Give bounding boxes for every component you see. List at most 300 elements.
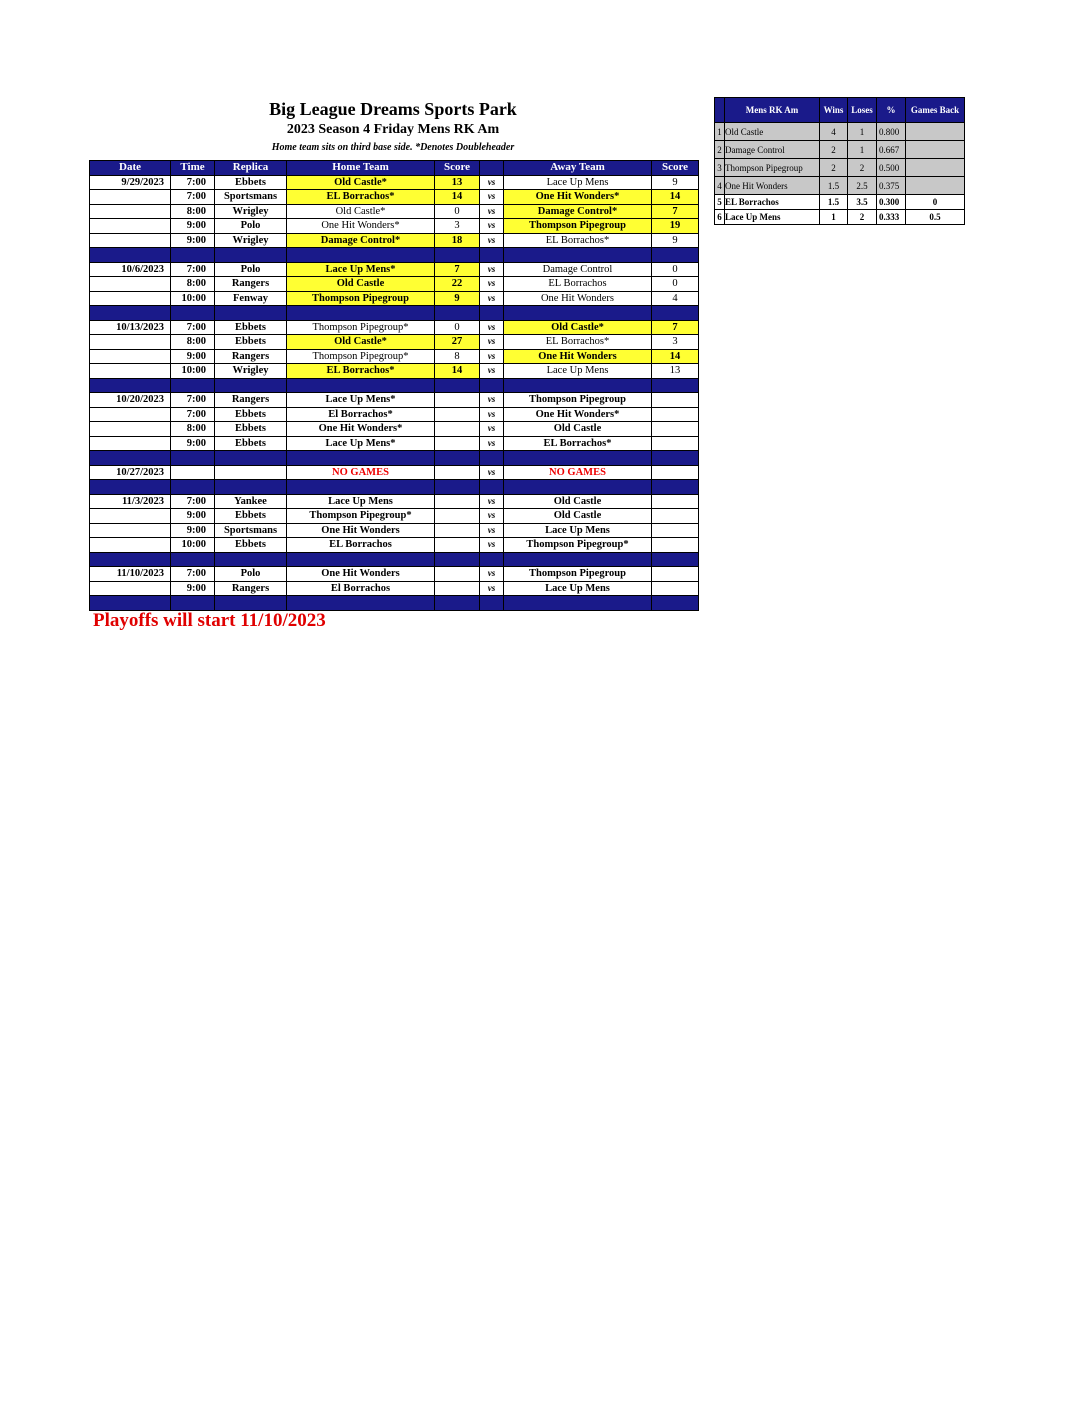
away-team: EL Borrachos — [504, 277, 652, 292]
separator-cell — [652, 552, 699, 567]
home-score: 3 — [435, 219, 480, 234]
game-field: Ebbets — [215, 436, 287, 451]
game-date: 11/3/2023 — [90, 494, 171, 509]
home-score: 14 — [435, 364, 480, 379]
away-team: One Hit Wonders — [504, 349, 652, 364]
standings-wins: 4 — [820, 123, 848, 141]
standings-row — [715, 195, 965, 210]
page-subtitle: 2023 Season 4 Friday Mens RK Am — [286, 122, 500, 137]
schedule-row — [90, 436, 699, 451]
schedule-table — [89, 160, 699, 611]
game-time: 8:00 — [171, 422, 215, 437]
standings-header-row — [715, 98, 965, 123]
separator-cell — [215, 552, 287, 567]
game-time: 8:00 — [171, 277, 215, 292]
page-title: Big League Dreams Sports Park — [269, 99, 517, 119]
versus: vs — [480, 523, 504, 538]
away-team: EL Borrachos* — [504, 335, 652, 350]
game-field: Polo — [215, 567, 287, 582]
away-score: 13 — [652, 364, 699, 379]
game-date — [90, 422, 171, 437]
separator-cell — [652, 378, 699, 393]
separator-cell — [480, 306, 504, 321]
versus: vs — [480, 233, 504, 248]
away-team: EL Borrachos* — [504, 233, 652, 248]
standings-pct: 0.667 — [877, 141, 906, 159]
game-field: Rangers — [215, 277, 287, 292]
away-team: Damage Control — [504, 262, 652, 277]
separator-cell — [435, 552, 480, 567]
separator-cell — [504, 306, 652, 321]
standings-loses: 2 — [848, 159, 877, 177]
schedule-row — [90, 277, 699, 292]
versus: vs — [480, 407, 504, 422]
away-score — [652, 509, 699, 524]
separator-cell — [90, 552, 171, 567]
game-date — [90, 219, 171, 234]
standings-rank: 2 — [715, 141, 725, 159]
col-home-team: Home Team — [287, 161, 435, 176]
col-time: Time — [171, 161, 215, 176]
game-time: 9:00 — [171, 581, 215, 596]
versus: vs — [480, 335, 504, 350]
separator-cell — [652, 306, 699, 321]
home-score: 9 — [435, 291, 480, 306]
away-team: One Hit Wonders* — [504, 190, 652, 205]
standings-row — [715, 177, 965, 195]
game-date: 10/27/2023 — [90, 465, 171, 480]
home-score — [435, 407, 480, 422]
away-team: Thompson Pipegroup* — [504, 538, 652, 553]
separator-cell — [90, 480, 171, 495]
game-field: Ebbets — [215, 538, 287, 553]
separator-cell — [435, 451, 480, 466]
home-score: 27 — [435, 335, 480, 350]
game-field: Wrigley — [215, 364, 287, 379]
versus: vs — [480, 320, 504, 335]
home-team: EL Borrachos* — [287, 364, 435, 379]
schedule-body — [90, 175, 699, 610]
schedule-separator-row — [90, 596, 699, 611]
game-date — [90, 407, 171, 422]
away-score: 7 — [652, 320, 699, 335]
separator-cell — [287, 552, 435, 567]
game-time: 8:00 — [171, 204, 215, 219]
standings-col-team: Mens RK Am — [725, 98, 820, 123]
separator-cell — [287, 596, 435, 611]
standings-col-pct: % — [877, 98, 906, 123]
game-time: 10:00 — [171, 364, 215, 379]
away-score: 0 — [652, 277, 699, 292]
separator-cell — [215, 480, 287, 495]
game-time: 7:00 — [171, 175, 215, 190]
standings-games-back — [906, 123, 965, 141]
game-time: 8:00 — [171, 335, 215, 350]
away-team: Lace Up Mens — [504, 523, 652, 538]
standings-pct: 0.375 — [877, 177, 906, 195]
col-date: Date — [90, 161, 171, 176]
standings-col-loses: Loses — [848, 98, 877, 123]
away-score — [652, 581, 699, 596]
game-date — [90, 190, 171, 205]
standings-row — [715, 210, 965, 225]
home-team: Lace Up Mens* — [287, 393, 435, 408]
game-field: Rangers — [215, 581, 287, 596]
col-away-score: Score — [652, 161, 699, 176]
game-time: 7:00 — [171, 393, 215, 408]
separator-cell — [435, 596, 480, 611]
standings-team: One Hit Wonders — [725, 177, 820, 195]
away-score — [652, 393, 699, 408]
versus: vs — [480, 436, 504, 451]
home-score: 18 — [435, 233, 480, 248]
game-date — [90, 233, 171, 248]
away-score: 14 — [652, 190, 699, 205]
separator-cell — [435, 248, 480, 263]
separator-cell — [504, 451, 652, 466]
home-team: NO GAMES — [287, 465, 435, 480]
game-date: 9/29/2023 — [90, 175, 171, 190]
home-team: One Hit Wonders — [287, 567, 435, 582]
game-time: 9:00 — [171, 436, 215, 451]
home-team: Thompson Pipegroup* — [287, 320, 435, 335]
schedule-separator-row — [90, 480, 699, 495]
schedule-row — [90, 581, 699, 596]
standings-loses: 1 — [848, 141, 877, 159]
separator-cell — [480, 480, 504, 495]
home-score: 0 — [435, 204, 480, 219]
versus: vs — [480, 291, 504, 306]
game-date — [90, 349, 171, 364]
game-date: 11/10/2023 — [90, 567, 171, 582]
standings-body — [715, 123, 965, 225]
schedule-row — [90, 219, 699, 234]
separator-cell — [435, 378, 480, 393]
game-time: 10:00 — [171, 538, 215, 553]
home-team: Thompson Pipegroup — [287, 291, 435, 306]
schedule-row — [90, 190, 699, 205]
standings-row — [715, 141, 965, 159]
game-time: 7:00 — [171, 494, 215, 509]
away-score: 14 — [652, 349, 699, 364]
separator-cell — [90, 248, 171, 263]
separator-cell — [215, 596, 287, 611]
standings-rank: 5 — [715, 195, 725, 210]
versus: vs — [480, 204, 504, 219]
standings-wins: 1.5 — [820, 195, 848, 210]
away-team: NO GAMES — [504, 465, 652, 480]
away-team: Thompson Pipegroup — [504, 219, 652, 234]
home-score: 14 — [435, 190, 480, 205]
schedule-row — [90, 349, 699, 364]
separator-cell — [171, 451, 215, 466]
schedule-header-row — [90, 161, 699, 176]
versus: vs — [480, 175, 504, 190]
home-score — [435, 567, 480, 582]
home-team: Thompson Pipegroup* — [287, 349, 435, 364]
away-score — [652, 494, 699, 509]
separator-cell — [435, 306, 480, 321]
game-field: Wrigley — [215, 233, 287, 248]
standings-games-back: 0 — [906, 195, 965, 210]
game-field: Rangers — [215, 349, 287, 364]
schedule-row — [90, 291, 699, 306]
separator-cell — [652, 480, 699, 495]
away-score: 19 — [652, 219, 699, 234]
game-field: Ebbets — [215, 509, 287, 524]
home-score — [435, 393, 480, 408]
versus: vs — [480, 422, 504, 437]
versus: vs — [480, 262, 504, 277]
separator-cell — [171, 480, 215, 495]
game-date — [90, 538, 171, 553]
playoffs-notice: Playoffs will start 11/10/2023 — [93, 610, 326, 631]
schedule-row — [90, 335, 699, 350]
schedule-row — [90, 465, 699, 480]
separator-cell — [435, 480, 480, 495]
game-field: Sportsmans — [215, 523, 287, 538]
versus: vs — [480, 465, 504, 480]
home-team: Thompson Pipegroup* — [287, 509, 435, 524]
standings-team: Lace Up Mens — [725, 210, 820, 225]
versus: vs — [480, 219, 504, 234]
home-team: El Borrachos* — [287, 407, 435, 422]
standings-team: Thompson Pipegroup — [725, 159, 820, 177]
separator-cell — [171, 378, 215, 393]
separator-cell — [287, 480, 435, 495]
home-score — [435, 436, 480, 451]
game-time: 10:00 — [171, 291, 215, 306]
game-time: 7:00 — [171, 320, 215, 335]
separator-cell — [480, 378, 504, 393]
away-team: EL Borrachos* — [504, 436, 652, 451]
game-time: 9:00 — [171, 523, 215, 538]
game-field: Ebbets — [215, 320, 287, 335]
game-date: 10/6/2023 — [90, 262, 171, 277]
game-date — [90, 204, 171, 219]
game-date — [90, 523, 171, 538]
standings-games-back — [906, 159, 965, 177]
separator-cell — [287, 248, 435, 263]
standings-team: Damage Control — [725, 141, 820, 159]
standings-loses: 2.5 — [848, 177, 877, 195]
home-score — [435, 422, 480, 437]
away-team: Old Castle — [504, 422, 652, 437]
standings-wins: 2 — [820, 159, 848, 177]
game-date — [90, 436, 171, 451]
versus: vs — [480, 581, 504, 596]
away-score — [652, 422, 699, 437]
game-time: 9:00 — [171, 349, 215, 364]
away-score — [652, 523, 699, 538]
standings-pct: 0.300 — [877, 195, 906, 210]
versus: vs — [480, 509, 504, 524]
game-date — [90, 335, 171, 350]
standings-rank: 1 — [715, 123, 725, 141]
game-field: Ebbets — [215, 335, 287, 350]
separator-cell — [171, 552, 215, 567]
schedule-row — [90, 567, 699, 582]
separator-cell — [504, 480, 652, 495]
col-away-team: Away Team — [504, 161, 652, 176]
home-team: Old Castle* — [287, 204, 435, 219]
game-date: 10/20/2023 — [90, 393, 171, 408]
game-time: 9:00 — [171, 219, 215, 234]
standings-games-back: 0.5 — [906, 210, 965, 225]
standings-rank: 4 — [715, 177, 725, 195]
home-score: 7 — [435, 262, 480, 277]
away-team: Old Castle — [504, 509, 652, 524]
home-score: 13 — [435, 175, 480, 190]
away-score — [652, 538, 699, 553]
standings-loses: 3.5 — [848, 195, 877, 210]
home-team: One Hit Wonders — [287, 523, 435, 538]
away-score — [652, 407, 699, 422]
game-date — [90, 581, 171, 596]
separator-cell — [171, 306, 215, 321]
home-team: EL Borrachos* — [287, 190, 435, 205]
versus: vs — [480, 349, 504, 364]
game-time: 7:00 — [171, 190, 215, 205]
away-team: Lace Up Mens — [504, 364, 652, 379]
home-team: EL Borrachos — [287, 538, 435, 553]
separator-cell — [215, 248, 287, 263]
away-team: Thompson Pipegroup — [504, 393, 652, 408]
away-team: Thompson Pipegroup — [504, 567, 652, 582]
game-field: Ebbets — [215, 175, 287, 190]
home-score — [435, 538, 480, 553]
standings-wins: 2 — [820, 141, 848, 159]
separator-cell — [90, 378, 171, 393]
away-score — [652, 567, 699, 582]
away-score: 3 — [652, 335, 699, 350]
away-score: 9 — [652, 175, 699, 190]
game-field: Sportsmans — [215, 190, 287, 205]
home-score — [435, 494, 480, 509]
schedule-row — [90, 494, 699, 509]
separator-cell — [215, 306, 287, 321]
home-score — [435, 509, 480, 524]
home-team: One Hit Wonders* — [287, 219, 435, 234]
standings-pct: 0.800 — [877, 123, 906, 141]
game-field: Fenway — [215, 291, 287, 306]
separator-cell — [504, 596, 652, 611]
schedule-row — [90, 364, 699, 379]
game-time: 7:00 — [171, 567, 215, 582]
away-score — [652, 465, 699, 480]
separator-cell — [287, 378, 435, 393]
separator-cell — [504, 248, 652, 263]
home-score — [435, 523, 480, 538]
versus: vs — [480, 364, 504, 379]
away-score: 4 — [652, 291, 699, 306]
standings-rank: 6 — [715, 210, 725, 225]
away-team: One Hit Wonders — [504, 291, 652, 306]
col-replica: Replica — [215, 161, 287, 176]
schedule-separator-row — [90, 552, 699, 567]
col-vs — [480, 161, 504, 176]
separator-cell — [215, 451, 287, 466]
schedule-row — [90, 320, 699, 335]
game-date — [90, 291, 171, 306]
home-team: Damage Control* — [287, 233, 435, 248]
schedule-note: Home team sits on third base side. *Denotes Doubleheader — [271, 142, 515, 153]
home-team: Lace Up Mens — [287, 494, 435, 509]
away-score — [652, 436, 699, 451]
schedule-row — [90, 509, 699, 524]
versus: vs — [480, 190, 504, 205]
game-field: Polo — [215, 262, 287, 277]
game-date — [90, 277, 171, 292]
versus: vs — [480, 277, 504, 292]
standings-loses: 2 — [848, 210, 877, 225]
standings-col-games-back: Games Back — [906, 98, 965, 123]
game-date — [90, 509, 171, 524]
away-team: One Hit Wonders* — [504, 407, 652, 422]
title-block — [88, 98, 698, 156]
schedule-row — [90, 175, 699, 190]
separator-cell — [652, 248, 699, 263]
schedule-row — [90, 407, 699, 422]
separator-cell — [171, 596, 215, 611]
schedule-row — [90, 393, 699, 408]
separator-cell — [90, 596, 171, 611]
separator-cell — [480, 248, 504, 263]
home-team: One Hit Wonders* — [287, 422, 435, 437]
versus: vs — [480, 393, 504, 408]
separator-cell — [287, 451, 435, 466]
home-team: Old Castle — [287, 277, 435, 292]
schedule-row — [90, 538, 699, 553]
home-team: Lace Up Mens* — [287, 262, 435, 277]
away-score: 9 — [652, 233, 699, 248]
home-score: 0 — [435, 320, 480, 335]
standings-pct: 0.333 — [877, 210, 906, 225]
game-field: Ebbets — [215, 422, 287, 437]
home-score: 8 — [435, 349, 480, 364]
home-team: El Borrachos — [287, 581, 435, 596]
schedule-row — [90, 262, 699, 277]
standings-team: Old Castle — [725, 123, 820, 141]
separator-cell — [171, 248, 215, 263]
separator-cell — [504, 552, 652, 567]
away-team: Lace Up Mens — [504, 175, 652, 190]
game-field: Rangers — [215, 393, 287, 408]
game-field: Polo — [215, 219, 287, 234]
standings-pct: 0.500 — [877, 159, 906, 177]
col-home-score: Score — [435, 161, 480, 176]
separator-cell — [480, 451, 504, 466]
schedule-separator-row — [90, 248, 699, 263]
separator-cell — [652, 596, 699, 611]
game-date — [90, 364, 171, 379]
separator-cell — [215, 378, 287, 393]
standings-wins: 1.5 — [820, 177, 848, 195]
standings-team: EL Borrachos — [725, 195, 820, 210]
standings-row — [715, 159, 965, 177]
away-team: Lace Up Mens — [504, 581, 652, 596]
standings-rank: 3 — [715, 159, 725, 177]
schedule-row — [90, 233, 699, 248]
game-field: Yankee — [215, 494, 287, 509]
away-score: 0 — [652, 262, 699, 277]
away-score: 7 — [652, 204, 699, 219]
away-team: Damage Control* — [504, 204, 652, 219]
schedule-separator-row — [90, 378, 699, 393]
schedule-row — [90, 204, 699, 219]
home-score — [435, 581, 480, 596]
separator-cell — [652, 451, 699, 466]
